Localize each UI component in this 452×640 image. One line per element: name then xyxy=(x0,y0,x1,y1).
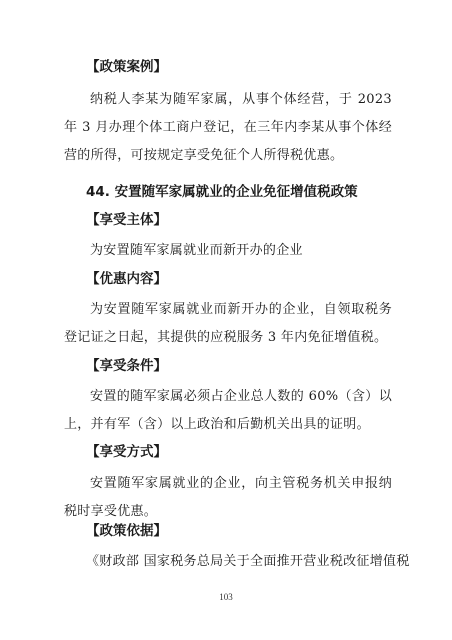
section-title: 44. 安置随军家属就业的企业免征增值税政策 xyxy=(86,184,358,200)
content-heading: 【优惠内容】 xyxy=(86,271,167,287)
basis-heading: 【政策依据】 xyxy=(86,523,167,539)
content-paragraph: 为安置随军家属就业而新开办的企业，自领取税务登记证之日起，其提供的应税服务 3 年内免征增值税。 xyxy=(64,302,392,345)
case-heading: 【政策案例】 xyxy=(86,59,167,75)
subject-paragraph: 为安置随军家属就业而新开办的企业 xyxy=(90,243,303,258)
conditions-heading: 【享受条件】 xyxy=(86,358,167,374)
basis-paragraph: 《财政部 国家税务总局关于全面推开营业税改征增值税 xyxy=(86,554,410,569)
subject-heading: 【享受主体】 xyxy=(86,212,167,228)
case-paragraph: 纳税人李某为随军家属，从事个体经营，于 2023 年 3 月办理个体工商户登记，在三年内李某从事个体经营的所得，可按规定享受免征个人所得税优惠。 xyxy=(64,92,392,163)
conditions-paragraph: 安置的随军家属必须占企业总人数的 60%（含）以上，并有军（含）以上政治和后勤机关出具的证明。 xyxy=(64,389,392,432)
method-heading: 【享受方式】 xyxy=(86,444,167,460)
page-number: 103 xyxy=(219,592,233,602)
method-paragraph: 安置随军家属就业的企业，向主管税务机关申报纳税时享受优惠。 xyxy=(64,476,392,519)
